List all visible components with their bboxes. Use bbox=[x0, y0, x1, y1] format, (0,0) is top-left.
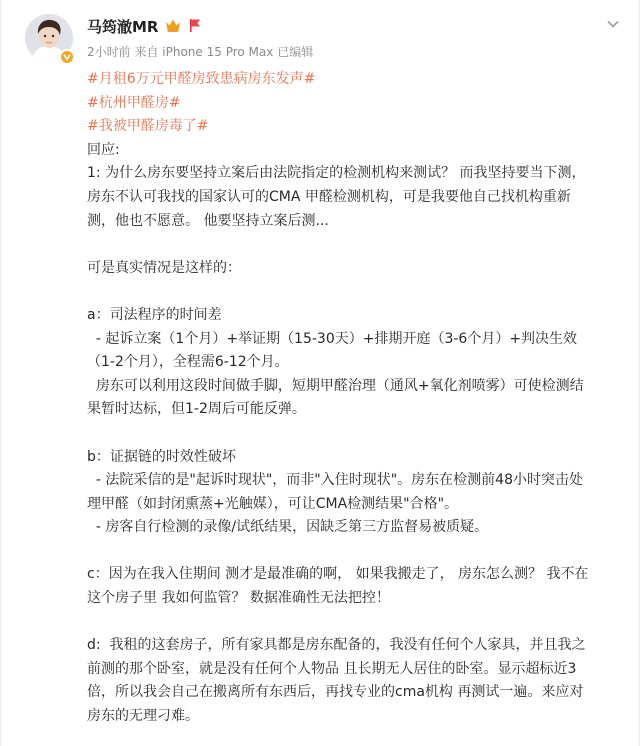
body-line: 房东的无理刁难。 bbox=[87, 708, 199, 725]
blank-line bbox=[87, 280, 625, 304]
post-menu-chevron-icon[interactable] bbox=[605, 16, 621, 32]
body-line: 房东可以利用这段时间做手脚，短期甲醛治理（通风+氧化剂喷雾）可使检测结 bbox=[87, 377, 584, 394]
post-meta bbox=[87, 43, 313, 61]
body-line: - 法院采信的是"起诉时现状"，而非"入住时现状"。房东在检测前48小时突击处 bbox=[87, 472, 583, 489]
body-line: 这个房子里 我如何监管？ 数据准确性无法把控！ bbox=[87, 590, 390, 607]
crown-icon bbox=[164, 17, 182, 37]
verified-badge-icon bbox=[59, 49, 75, 65]
body-line: 可是真实情况是这样的： bbox=[87, 259, 241, 276]
body-line: c：因为在我入住期间 测才是最准确的啊， 如果我搬走了， 房东怎么测？ 我不在 bbox=[87, 566, 589, 583]
hashtag-link[interactable]: #杭州甲醛房# bbox=[87, 94, 181, 111]
body-line: b：证据链的时效性破坏 bbox=[87, 448, 236, 465]
red-flag-icon bbox=[188, 17, 202, 37]
hashtag-link[interactable]: #我被甲醛房毒了# bbox=[87, 118, 209, 135]
post-header bbox=[1, 0, 639, 70]
author-name[interactable]: 马筠澈MR bbox=[87, 18, 159, 36]
blank-line bbox=[87, 540, 625, 564]
body-line: 倍，所以我会自己在搬离所有东西后，再找专业的cma机构 再测试一遍。来应对 bbox=[87, 684, 584, 701]
blank-line bbox=[87, 611, 625, 635]
body-line: - 起诉立案（1个月）+举证期（15-30天）+排期开庭（3-6个月）+判决生效 bbox=[87, 330, 578, 347]
body-line: 理甲醛（如封闭熏蒸+光触媒），可让CMA检测结果"合格"。 bbox=[87, 495, 459, 512]
body-line: 房东不认可我找的国家认可的CMA 甲醛检测机构，可是我要他自己找机构重新 bbox=[87, 188, 571, 205]
body-line: 1: 为什么房东要坚持立案后由法院指定的检测机构来测试？ 而我坚持要当下测， bbox=[87, 165, 586, 182]
body-line: - 房客自行检测的录像/试纸结果，因缺乏第三方监督易被质疑。 bbox=[87, 519, 489, 536]
blank-line bbox=[87, 233, 625, 257]
body-line: a：司法程序的时间差 bbox=[87, 306, 222, 323]
author-row bbox=[87, 16, 202, 38]
body-line: 测，他也不愿意。 他要坚持立案后测... bbox=[87, 212, 329, 229]
hashtag-link[interactable]: #月租6万元甲醛房致患病房东发声# bbox=[87, 71, 316, 87]
body-line: 果暂时达标，但1-2周后可能反弹。 bbox=[87, 401, 306, 418]
body-line: d: 我租的这套房子，所有家具都是房东配备的，我没有任何个人家具，并且我之 bbox=[87, 637, 586, 654]
body-line: （1-2个月），全程需6-12个月。 bbox=[87, 354, 289, 371]
post-time[interactable]: 2小时前 bbox=[87, 45, 131, 59]
edited-label[interactable]: 已编辑 bbox=[277, 45, 314, 59]
body-line: 前测的那个卧室，就是没有任何个人物品 且长期无人居住的卧室。显示超标近3 bbox=[87, 660, 577, 677]
blank-line bbox=[87, 422, 625, 446]
post-source: 来自 iPhone 15 Pro Max bbox=[134, 45, 274, 59]
body-line: 回应: bbox=[87, 141, 120, 158]
post-content bbox=[87, 68, 625, 729]
